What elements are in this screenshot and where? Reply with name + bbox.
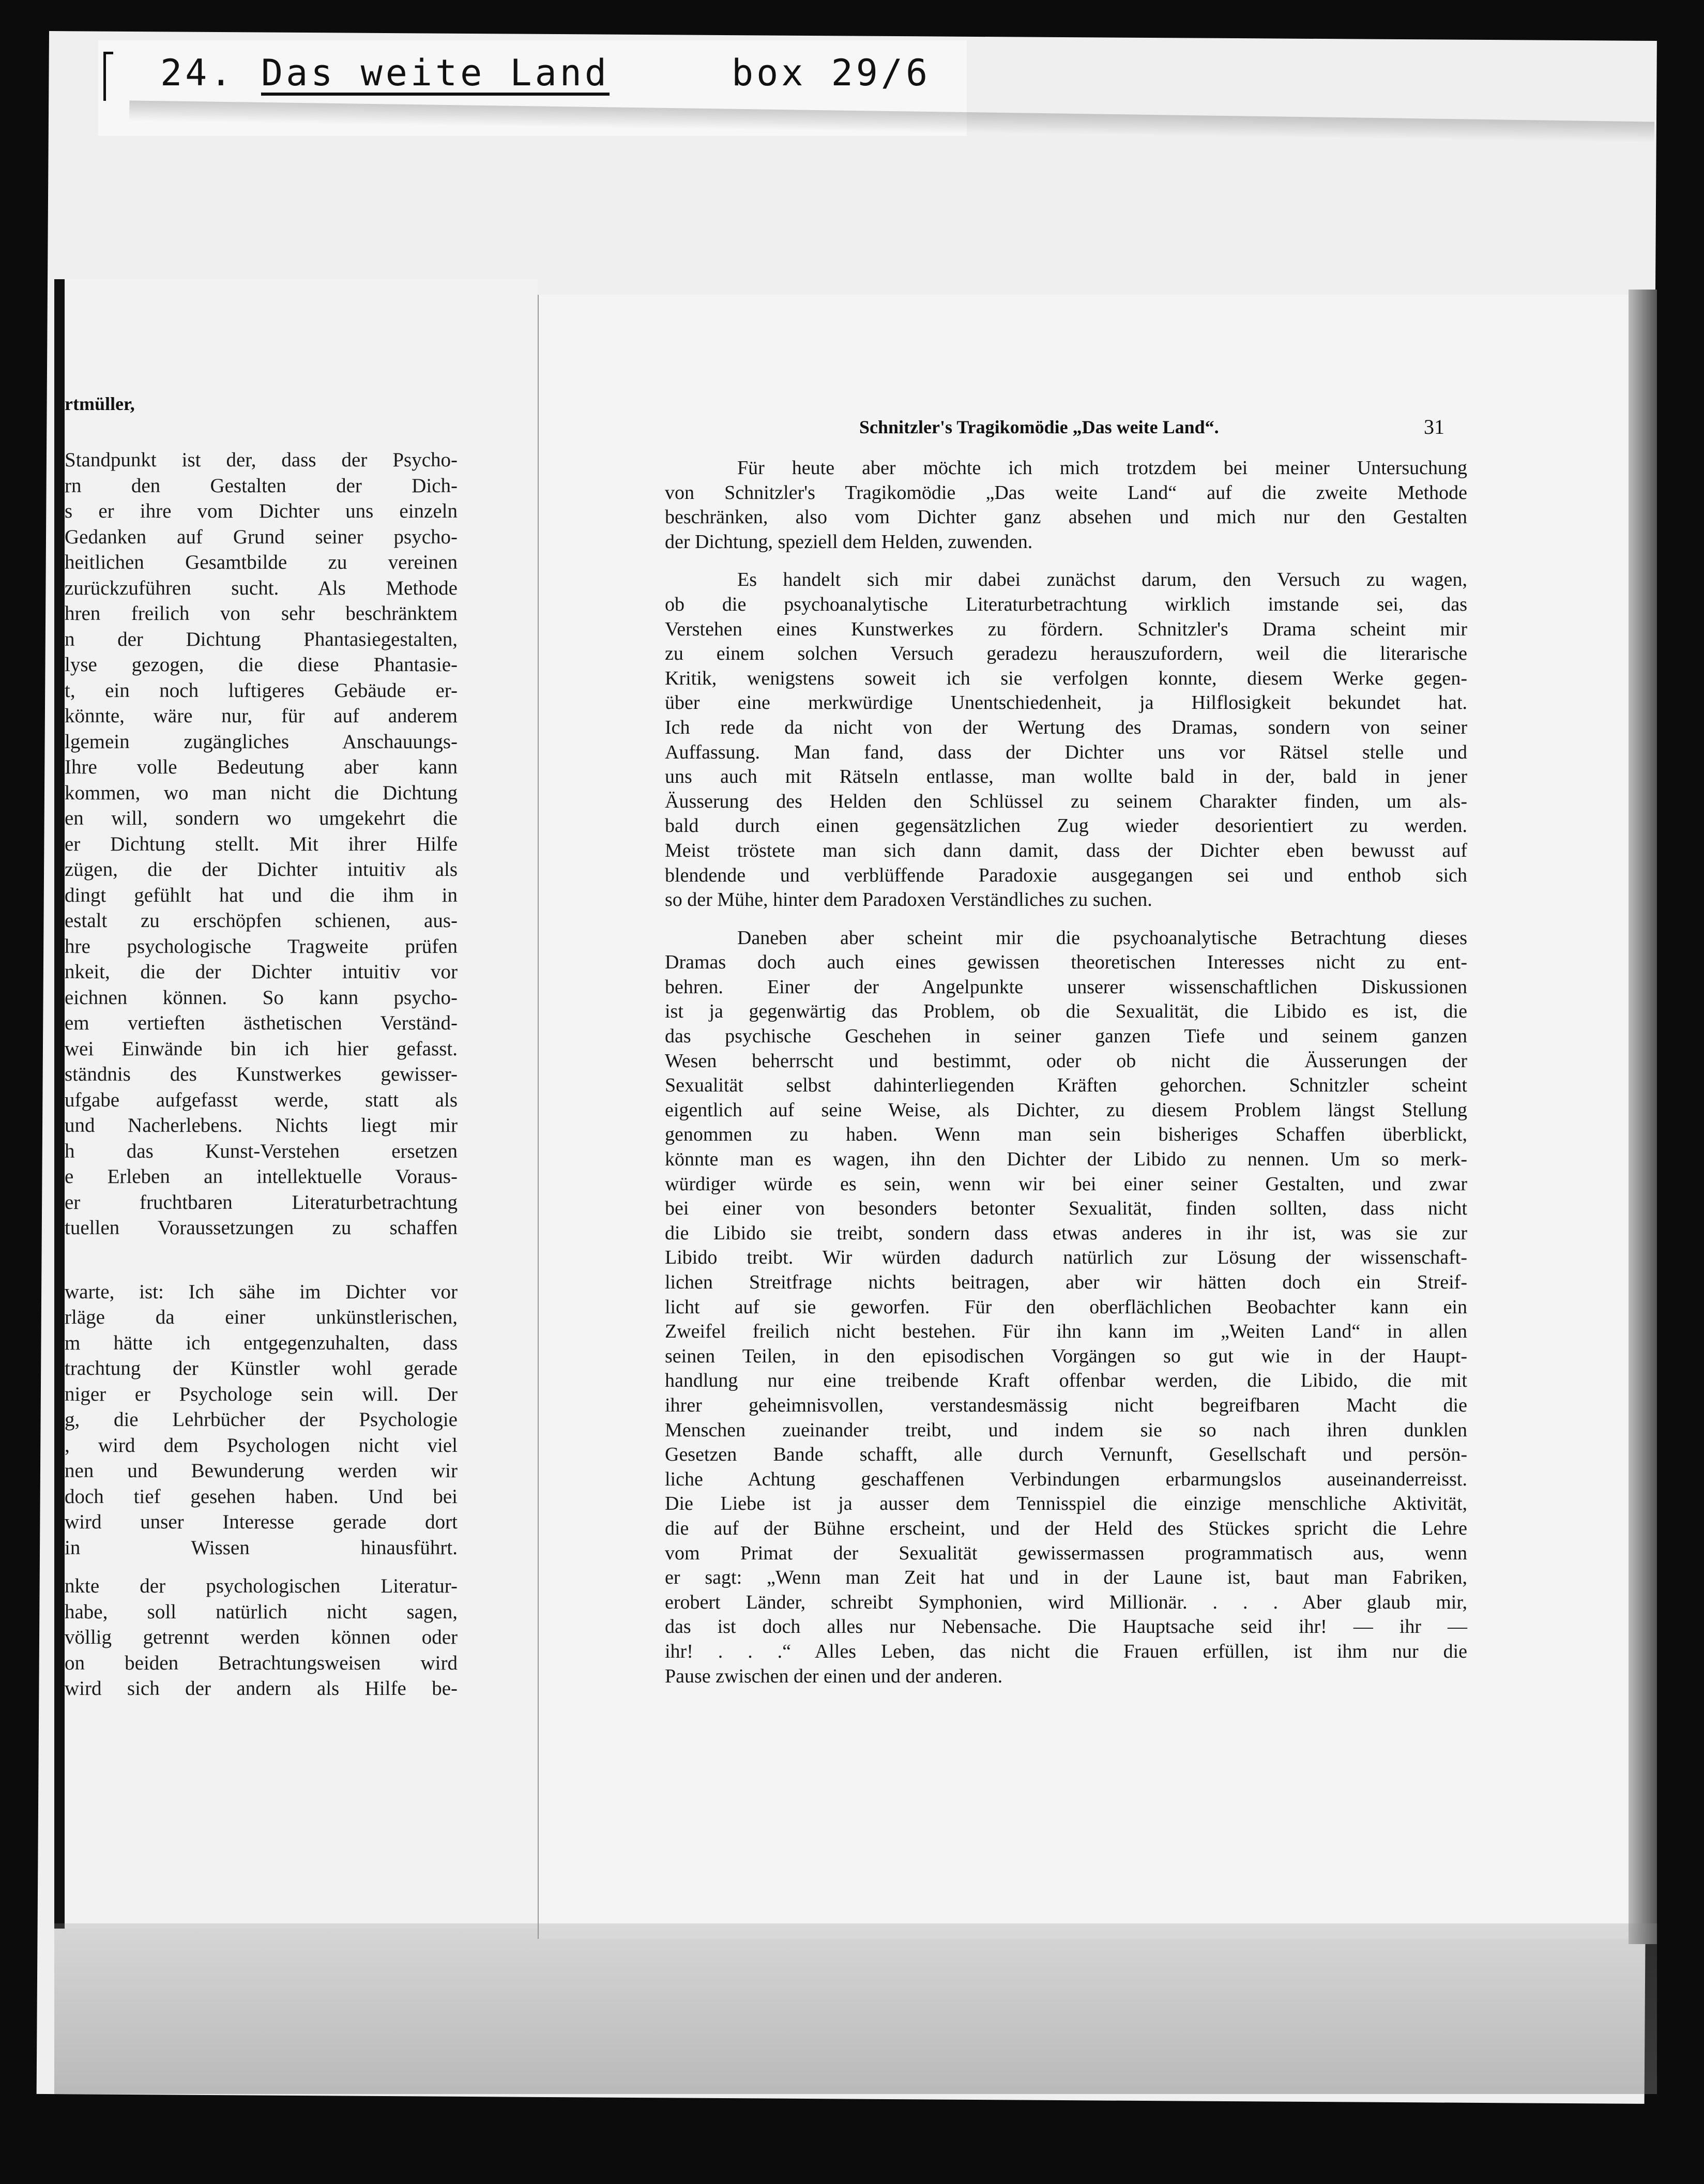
- left-text-line: Gedanken auf Grund seiner psycho-: [65, 525, 458, 548]
- text-line: der Dichtung, speziell dem Helden, zuwenden.: [665, 530, 1033, 553]
- right-page: [538, 295, 1649, 1939]
- left-text-line: völlig getrennt werden können oder: [65, 1626, 458, 1648]
- paragraph-gap: [65, 1560, 458, 1573]
- right-page-body: [665, 456, 1467, 1689]
- paragraph-gap: [65, 1241, 458, 1266]
- left-page-fragment: [54, 279, 538, 1929]
- left-text-line: s er ihre vom Dichter uns einzeln: [65, 500, 458, 522]
- text-line: handlung nur eine treibende Kraft offenbar werden, die Libido, die mit: [665, 1370, 1467, 1392]
- left-text-line: nen und Bewunderung werden wir: [65, 1460, 458, 1482]
- text-line: Kritik, wenigstens soweit ich sie verfolgen konnte, diesem Werke gegen-: [665, 667, 1467, 689]
- left-text-line: habe, soll natürlich nicht sagen,: [65, 1600, 458, 1623]
- paragraph: [665, 926, 1467, 1689]
- text-line: ihrer geheimnisvollen, verstandesmässig nicht begreifbaren Macht die: [665, 1394, 1467, 1416]
- text-line: die auf der Bühne erscheint, und der Held des Stückes spricht die Lehre: [665, 1517, 1467, 1539]
- left-text-line: h das Kunst-Verstehen ersetzen: [65, 1140, 458, 1162]
- text-line: liche Achtung geschaffenen Verbindungen erbarmungslos auseinanderreisst.: [665, 1468, 1467, 1490]
- text-line: bald durch einen gegensätzlichen Zug wieder desorientiert zu werden.: [665, 815, 1467, 837]
- label-title: Das weite Land: [261, 52, 610, 94]
- text-line: Meist tröstete man sich dann damit, dass der Dichter eben bewusst auf: [665, 839, 1467, 861]
- left-text-line: nkte der psychologischen Literatur-: [65, 1575, 458, 1597]
- left-text-line: g, die Lehrbücher der Psychologie: [65, 1408, 458, 1431]
- left-text-line: rn den Gestalten der Dich-: [65, 474, 458, 497]
- label-box-number: box 29/6: [732, 52, 931, 94]
- left-text-line: em vertieften ästhetischen Verständ-: [65, 1012, 458, 1034]
- left-page-text: [65, 447, 458, 1702]
- left-text-line: wei Einwände bin ich hier gefasst.: [65, 1037, 458, 1060]
- text-line: von Schnitzler's Tragikomödie „Das weite Land“ auf die zweite Methode: [665, 481, 1467, 504]
- text-line: licht auf sie geworfen. Für den oberflächlichen Beobachter kann ein: [665, 1296, 1467, 1318]
- left-text-line: warte, ist: Ich sähe im Dichter vor: [65, 1280, 458, 1303]
- text-line: bei einer von besonders betonter Sexualität, finden sollten, dass nicht: [665, 1197, 1467, 1220]
- text-line: würdiger würde es sein, wenn wir bei einer seiner Gestalten, und zwar: [665, 1173, 1467, 1195]
- text-line: blendende und verblüffende Paradoxie ausgegangen sei und enthob sich: [665, 864, 1467, 886]
- text-line: uns auch mit Rätseln entlasse, man wollte bald in der, bald in jener: [665, 766, 1467, 788]
- left-text-line: ufgabe aufgefasst werde, statt als: [65, 1088, 458, 1111]
- left-text-line: tuellen Voraussetzungen zu schaffen: [65, 1217, 458, 1239]
- paragraph: [665, 456, 1467, 554]
- text-line: Wesen beherrscht und bestimmt, oder ob nicht die Äusserungen der: [665, 1050, 1467, 1072]
- left-text-line: dingt gefühlt hat und die ihm in: [65, 884, 458, 906]
- left-text-line: en will, sondern wo umgekehrt die: [65, 807, 458, 829]
- bottom-shadow: [54, 1923, 1657, 2094]
- text-line: die Libido sie treibt, sondern dass etwas anderes in ihr ist, was sie zur: [665, 1222, 1467, 1244]
- left-text-line: on beiden Betrachtungsweisen wird: [65, 1651, 458, 1674]
- left-text-line: wird unser Interesse gerade dort: [65, 1511, 458, 1533]
- left-text-line: e Erleben an intellektuelle Voraus-: [65, 1165, 458, 1188]
- left-text-line: und Nacherlebens. Nichts liegt mir: [65, 1114, 458, 1136]
- left-text-line: zügen, die der Dichter intuitiv als: [65, 858, 458, 881]
- left-text-line: m hätte ich entgegenzuhalten, dass: [65, 1331, 458, 1354]
- paragraph: [665, 568, 1467, 912]
- left-text-line: lyse gezogen, die diese Phantasie-: [65, 654, 458, 676]
- text-line: über eine merkwürdige Unentschiedenheit, ja Hilflosigkeit bekundet hat.: [665, 692, 1467, 714]
- page-edge-shadow: [1629, 290, 1657, 1944]
- text-line: seinen Teilen, in den episodischen Vorgängen so gut wie in der Haupt-: [665, 1345, 1467, 1367]
- left-text-line: nkeit, die der Dichter intuitiv vor: [65, 961, 458, 983]
- text-line: beschränken, also vom Dichter ganz absehen und mich nur den Gestalten: [665, 506, 1467, 528]
- corner-bracket-mark: [103, 52, 113, 101]
- left-text-line: heitlichen Gesamtbilde zu vereinen: [65, 551, 458, 573]
- text-line: Die Liebe ist ja ausser dem Tennisspiel die einzige menschliche Aktivität,: [665, 1493, 1467, 1515]
- text-line: Pause zwischen der einen und der anderen.: [665, 1665, 1003, 1687]
- text-line: eigentlich auf seine Weise, als Dichter, zu diesem Problem längst Stellung: [665, 1099, 1467, 1121]
- text-line: er sagt: „Wenn man Zeit hat und in der Laune ist, baut man Fabriken,: [665, 1567, 1467, 1589]
- text-line: Gesetzen Bande schafft, alle durch Vernunft, Gesellschaft und persön-: [665, 1444, 1467, 1466]
- text-line: könnte man es wagen, ihn den Dichter der Libido zu nennen. Um so merk-: [665, 1148, 1467, 1171]
- label-number: 24.: [160, 52, 235, 94]
- text-line: vom Primat der Sexualität gewissermassen programmatisch aus, wenn: [665, 1542, 1467, 1564]
- text-line: Libido treibt. Wir würden dadurch natürlich zur Lösung der wissenschaft-: [665, 1247, 1467, 1269]
- left-text-line: estalt zu erschöpfen schienen, aus-: [65, 909, 458, 932]
- left-text-line: lgemein zugängliches Anschauungs-: [65, 730, 458, 753]
- text-line: Daneben aber scheint mir die psychoanalytische Betrachtung dieses: [737, 927, 1467, 949]
- text-line: erobert Länder, schreibt Symphonien, wird Millionär. . . . Aber glaub mir,: [665, 1591, 1467, 1613]
- left-text-line: hre psychologische Tragweite prüfen: [65, 935, 458, 958]
- left-text-line: wird sich der andern als Hilfe be-: [65, 1677, 458, 1700]
- running-head: Schnitzler's Tragikomödie „Das weite Land“.: [859, 417, 1219, 437]
- text-line: das psychische Geschehen in seiner ganzen Tiefe und seinem ganzen: [665, 1025, 1467, 1048]
- text-line: ihr! . . .“ Alles Leben, das nicht die Frauen erfüllen, ist ihm nur die: [665, 1640, 1467, 1662]
- text-line: das ist doch alles nur Nebensache. Die Hauptsache seid ihr! — ihr —: [665, 1616, 1467, 1638]
- left-text-line: Standpunkt ist der, dass der Psycho-: [65, 449, 458, 471]
- left-text-line: hren freilich von sehr beschränktem: [65, 602, 458, 625]
- left-text-line: rläge da einer unkünstlerischen,: [65, 1306, 458, 1328]
- left-text-line: niger er Psychologe sein will. Der: [65, 1383, 458, 1405]
- text-line: Ich rede da nicht von der Wertung des Dramas, sondern von seiner: [665, 716, 1467, 738]
- text-line: Verstehen eines Kunstwerkes zu fördern. Schnitzler's Drama scheint mir: [665, 618, 1467, 640]
- left-page-header: rtmüller,: [65, 393, 135, 414]
- text-line: lichen Streitfrage nichts beitragen, aber wir hätten doch ein Streif-: [665, 1271, 1467, 1293]
- left-text-line: könnte, wäre nur, für auf anderem: [65, 705, 458, 727]
- left-text-line: er fruchtbaren Literaturbetrachtung: [65, 1191, 458, 1214]
- left-text-line: eichnen können. So kann psycho-: [65, 986, 458, 1009]
- text-line: Es handelt sich mir dabei zunächst darum, den Versuch zu wagen,: [737, 569, 1467, 591]
- text-line: Menschen zueinander treibt, und indem sie so nach ihren dunklen: [665, 1419, 1467, 1441]
- text-line: behren. Einer der Angelpunkte unserer wissenschaftlichen Diskussionen: [665, 976, 1467, 998]
- text-line: ob die psychoanalytische Literaturbetrachtung wirklich imstande sei, das: [665, 593, 1467, 615]
- paragraph-gap: [65, 1266, 458, 1279]
- text-line: Äusserung des Helden den Schlüssel zu seinem Charakter finden, um als-: [665, 790, 1467, 812]
- left-text-line: n der Dichtung Phantasiegestalten,: [65, 628, 458, 650]
- text-line: ist ja gegenwärtig das Problem, ob die Sexualität, die Libido es ist, die: [665, 1000, 1467, 1023]
- left-text-line: doch tief gesehen haben. Und bei: [65, 1485, 458, 1508]
- paragraph-gap: [665, 913, 1467, 926]
- page-number: 31: [1424, 415, 1444, 438]
- left-text-line: , wird dem Psychologen nicht viel: [65, 1434, 458, 1457]
- left-text-line: kommen, wo man nicht die Dichtung: [65, 781, 458, 804]
- left-text-line: Ihre volle Bedeutung aber kann: [65, 756, 458, 778]
- text-line: so der Mühe, hinter dem Paradoxen Verständliches zu suchen.: [665, 889, 1152, 911]
- text-line: Zweifel freilich nicht bestehen. Für ihn kann im „Weiten Land“ in allen: [665, 1321, 1467, 1343]
- left-text-line: in Wissen hinausführt.: [65, 1536, 458, 1559]
- text-line: genommen zu haben. Wenn man sein bisheriges Schaffen überblickt,: [665, 1124, 1467, 1146]
- text-line: Dramas doch auch eines gewissen theoretischen Interesses nicht zu ent-: [665, 951, 1467, 974]
- text-line: Für heute aber möchte ich mich trotzdem bei meiner Untersuchung: [737, 457, 1467, 479]
- left-text-line: ständnis des Kunstwerkes gewisser-: [65, 1063, 458, 1085]
- left-text-line: trachtung der Künstler wohl gerade: [65, 1357, 458, 1379]
- left-text-line: t, ein noch luftigeres Gebäude er-: [65, 679, 458, 702]
- text-line: Sexualität selbst dahinterliegenden Kräften gehorchen. Schnitzler scheint: [665, 1074, 1467, 1097]
- left-text-line: zurückzuführen sucht. Als Methode: [65, 577, 458, 599]
- left-text-line: er Dichtung stellt. Mit ihrer Hilfe: [65, 832, 458, 855]
- text-line: Auffassung. Man fand, dass der Dichter uns vor Rätsel stelle und: [665, 741, 1467, 763]
- text-line: zu einem solchen Versuch geradezu herauszufordern, weil die literarische: [665, 643, 1467, 665]
- paragraph-gap: [665, 554, 1467, 568]
